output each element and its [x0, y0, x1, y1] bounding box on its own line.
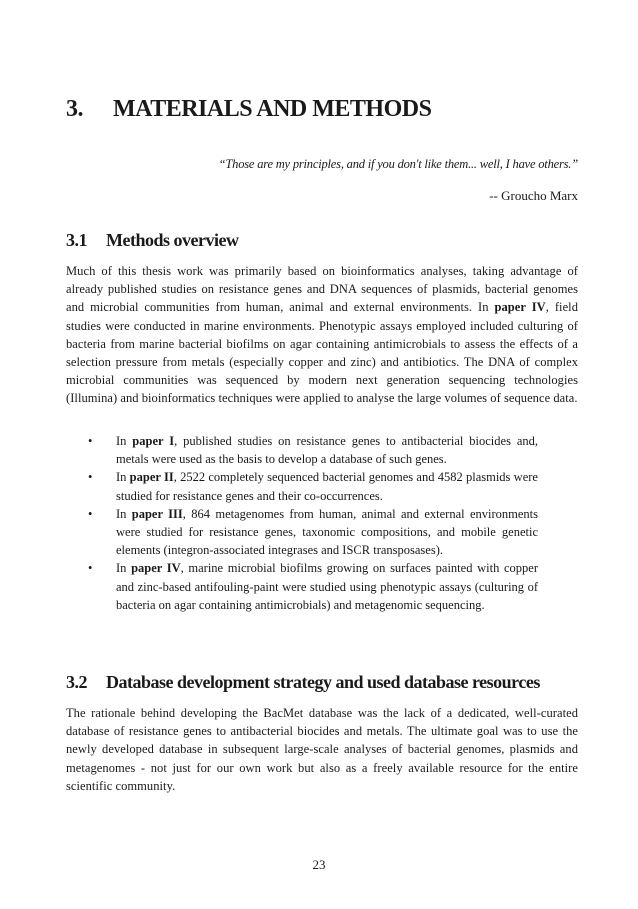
chapter-number: 3.	[66, 96, 83, 122]
paper-reference: paper II	[129, 470, 174, 485]
list-item-text: , marine microbial biofilms growing on surfaces painted with copper and zinc-based antifouling-paint were studied using phenotypic assays (culturing of bacteria on agar containing antimicrobials) and metagenomic sequencing.	[116, 561, 538, 612]
paper-list	[88, 432, 538, 614]
list-item-prefix: In	[116, 470, 130, 485]
bullet-icon: •	[88, 470, 93, 485]
database-strategy-paragraph: The rationale behind developing the BacMet database was the lack of a dedicated, well-curated database of resistance genes to antibacterial biocides and metals. The ultimate goal was to use the newly developed database in subsequent large-scale analyses of bacterial genomes, plasmids and metagenomes - not just for our own work but also as a freely available resource for the entire scientific community.	[66, 706, 578, 793]
section-title-text: Database development strategy and used database resources	[106, 672, 540, 692]
chapter-title-text: MATERIALS AND METHODS	[113, 96, 432, 122]
bullet-icon: •	[88, 506, 93, 521]
paragraph-text: , field studies were conducted in marine environments. Phenotypic assays employed included culturing of bacteria from marine bacterial biofilms on agar containing antimicrobials to assess the effects of a selection pressure from metals (especially copper and zinc) and antibiotics. The DNA of complex microbial communities was sequenced by modern next generation sequencing technologies (Illumina) and bioinformatics techniques were applied to analyse the large volumes of sequence data.	[66, 300, 578, 406]
paragraph-text: Much of this thesis work was primarily based on bioinformatics analyses, taking advantage of already published studies on resistance genes and DNA sequences of plasmids, bacterial genomes and microbial communities from human, animal and external environments. In	[66, 264, 578, 315]
epigraph-quote: “Those are my principles, and if you don't like them... well, I have others.”	[218, 157, 578, 171]
chapter-title	[66, 96, 431, 123]
list-item	[88, 432, 538, 468]
bullet-icon: •	[88, 434, 93, 448]
section-number: 3.2	[66, 672, 87, 692]
list-item-prefix: In	[116, 434, 133, 448]
list-item-prefix: In	[116, 506, 132, 521]
list-item	[88, 468, 538, 504]
list-item	[88, 559, 538, 614]
epigraph-attribution: -- Groucho Marx	[489, 188, 578, 203]
paper-reference: paper I	[132, 434, 175, 448]
section-title-text: Methods overview	[106, 230, 239, 250]
section-number: 3.1	[66, 230, 87, 250]
page-number: 23	[312, 857, 326, 872]
paper-reference: paper IV	[494, 300, 546, 315]
list-item-prefix: In	[116, 561, 132, 576]
paper-reference: paper III	[131, 506, 183, 521]
bullet-icon: •	[88, 561, 93, 576]
list-item-text: , published studies on resistance genes to antibacterial biocides and, metals were used as the basis to develop a database of such genes.	[116, 434, 538, 467]
methods-overview-paragraph	[66, 262, 578, 408]
list-item-text: , 2522 completely sequenced bacterial genomes and 4582 plasmids were studied for resistance genes and their co-occurrences.	[116, 470, 538, 503]
paper-reference: paper IV	[131, 561, 181, 576]
list-item	[88, 505, 538, 560]
list-item-text: , 864 metagenomes from human, animal and external environments were studied for resistance genes, taxonomic compositions, and mobile genetic elements (integron-associated integrases and ISCR transposases).	[116, 506, 539, 558]
section-title-methods-overview	[66, 230, 238, 251]
section-title-database-strategy	[66, 672, 540, 693]
